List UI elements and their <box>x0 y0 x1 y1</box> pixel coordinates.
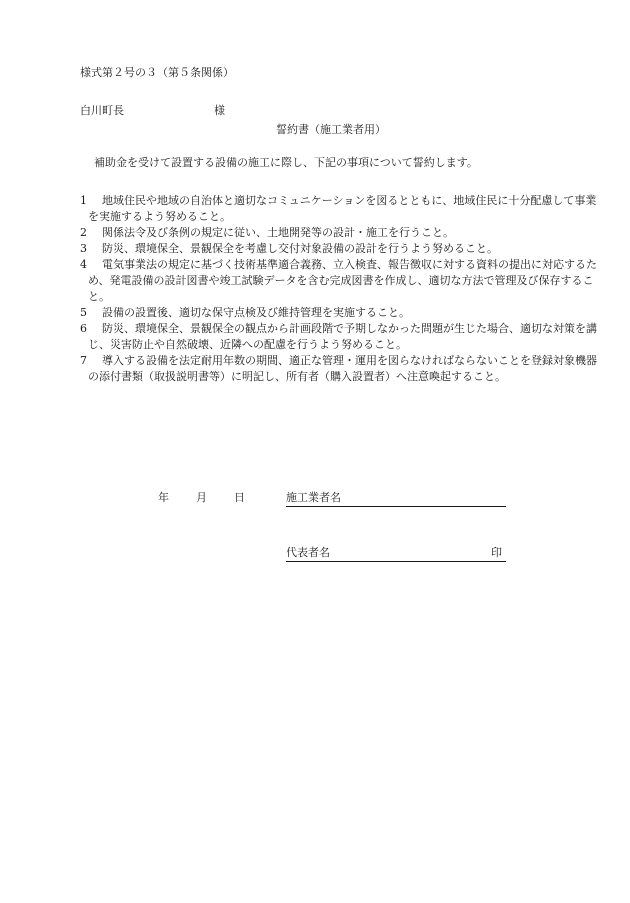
pledge-list <box>80 193 598 385</box>
pledge-text: 設備の設置後、適切な保守点検及び維持管理を実施すること。 <box>102 306 410 319</box>
pledge-item <box>80 257 598 305</box>
pledge-number: 1 <box>80 194 87 207</box>
document-title: 誓約書（施工業者用） <box>276 123 386 136</box>
pledge-text: 電気事業法の規定に基づく技術基準適合義務、立入検査、報告徴収に対する資料の提出に対応するため、発電設備の設計図書や竣工試験データを含む完成図書を作成し、適切な方法で管理及び保存すること。 <box>88 258 597 303</box>
pledge-number: 2 <box>80 226 87 239</box>
pledge-item <box>80 225 598 241</box>
addressee: 白川町長 <box>80 104 124 117</box>
pledge-text: 導入する設備を法定耐用年数の期間、適正な管理・運用を図らなければならないことを登録対象機器の添付書類（取扱説明書等）に明記し、所有者（購入設置者）へ注意喚起すること。 <box>88 354 597 383</box>
pledge-item <box>80 321 598 353</box>
month-label: 月 <box>196 491 207 504</box>
pledge-item <box>80 305 598 321</box>
pledge-item <box>80 193 598 225</box>
pledge-number: 6 <box>80 322 87 335</box>
contractor-name-label: 施工業者名 <box>286 491 341 504</box>
representative-name-field[interactable] <box>286 546 506 562</box>
pledge-number: 7 <box>80 354 87 367</box>
form-number: 様式第２号の３（第５条関係） <box>80 66 234 79</box>
pledge-number: 5 <box>80 306 87 319</box>
representative-name-label: 代表者名 <box>286 546 330 559</box>
pledge-text: 防災、環境保全、景観保全を考慮し交付対象設備の設計を行うよう努めること。 <box>102 242 498 255</box>
pledge-text: 関係法令及び条例の規定に従い、土地開発等の設計・施工を行うこと。 <box>102 226 454 239</box>
contractor-name-field[interactable] <box>286 491 506 507</box>
seal-mark: 印 <box>491 546 502 559</box>
honorific: 様 <box>214 104 225 117</box>
intro-text: 補助金を受けて設置する設備の施工に際し、下記の事項について誓約します。 <box>94 156 478 169</box>
day-label: 日 <box>234 491 245 504</box>
pledge-text: 地域住民や地域の自治体と適切なコミュニケーションを図るとともに、地域住民に十分配慮して事業を実施するよう努めること。 <box>88 194 597 223</box>
pledge-item <box>80 353 598 385</box>
pledge-item <box>80 241 598 257</box>
pledge-text: 防災、環境保全、景観保全の観点から計画段階で予期しなかった問題が生じた場合、適切な対策を講じ、災害防止や自然破壊、近隣への配慮を行うよう努めること。 <box>88 322 597 351</box>
pledge-number: 4 <box>80 258 87 271</box>
year-label: 年 <box>158 491 169 504</box>
pledge-number: 3 <box>80 242 87 255</box>
